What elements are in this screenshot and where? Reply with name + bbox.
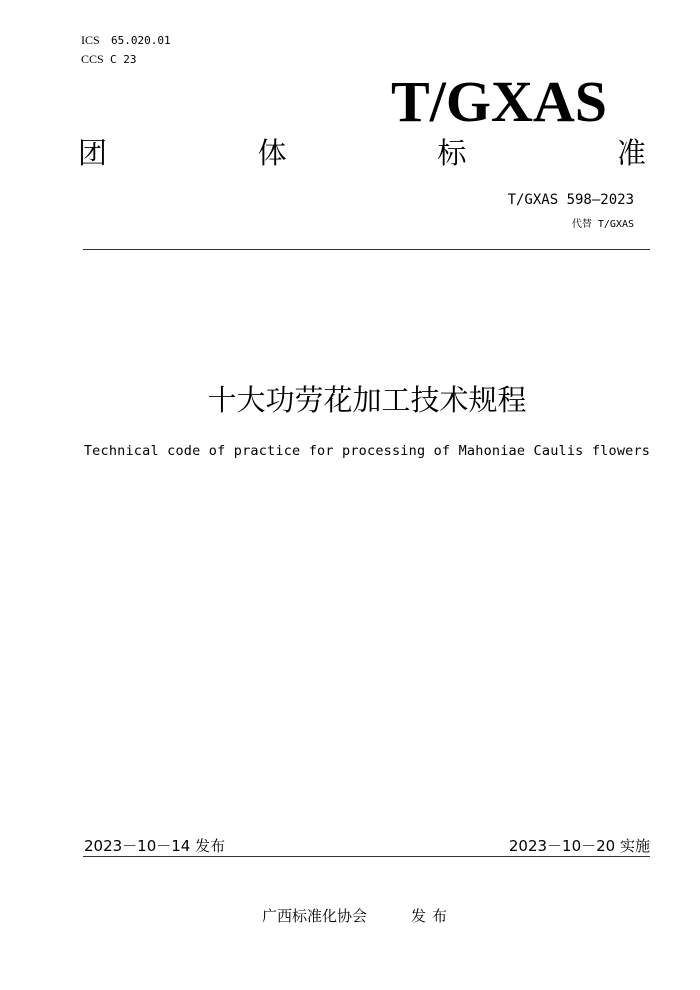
doc-type-char-2: 体 (257, 136, 287, 170)
publication-date: 2023－10－14 发布 (84, 837, 226, 855)
implementation-date: 2023－10－20 实施 (508, 837, 650, 855)
doc-type-char-4: 准 (616, 136, 646, 170)
doc-type-char-1: 团 (78, 136, 108, 170)
title-english: Technical code of practice for processing of Mahoniae Caulis flowers (83, 443, 651, 459)
footer-divider (83, 856, 650, 857)
publisher-name: 广西标准化协会 (262, 907, 368, 925)
ccs-label: CCS (81, 52, 104, 66)
ics-code: 65.020.01 (111, 34, 171, 47)
ics-label: ICS (81, 33, 100, 47)
document-number: T/GXAS 598—2023 (507, 192, 634, 208)
publisher-action: 发布 (411, 907, 454, 925)
standard-logo: T/GXAS (391, 69, 607, 134)
header-divider (83, 249, 650, 250)
replaces-note: 代替 T/GXAS (571, 219, 634, 230)
doc-type-char-3: 标 (437, 136, 467, 170)
title-chinese: 十大功劳花加工技术规程 (207, 383, 527, 417)
document-type-heading (78, 135, 646, 171)
ccs-code: C 23 (110, 53, 137, 66)
